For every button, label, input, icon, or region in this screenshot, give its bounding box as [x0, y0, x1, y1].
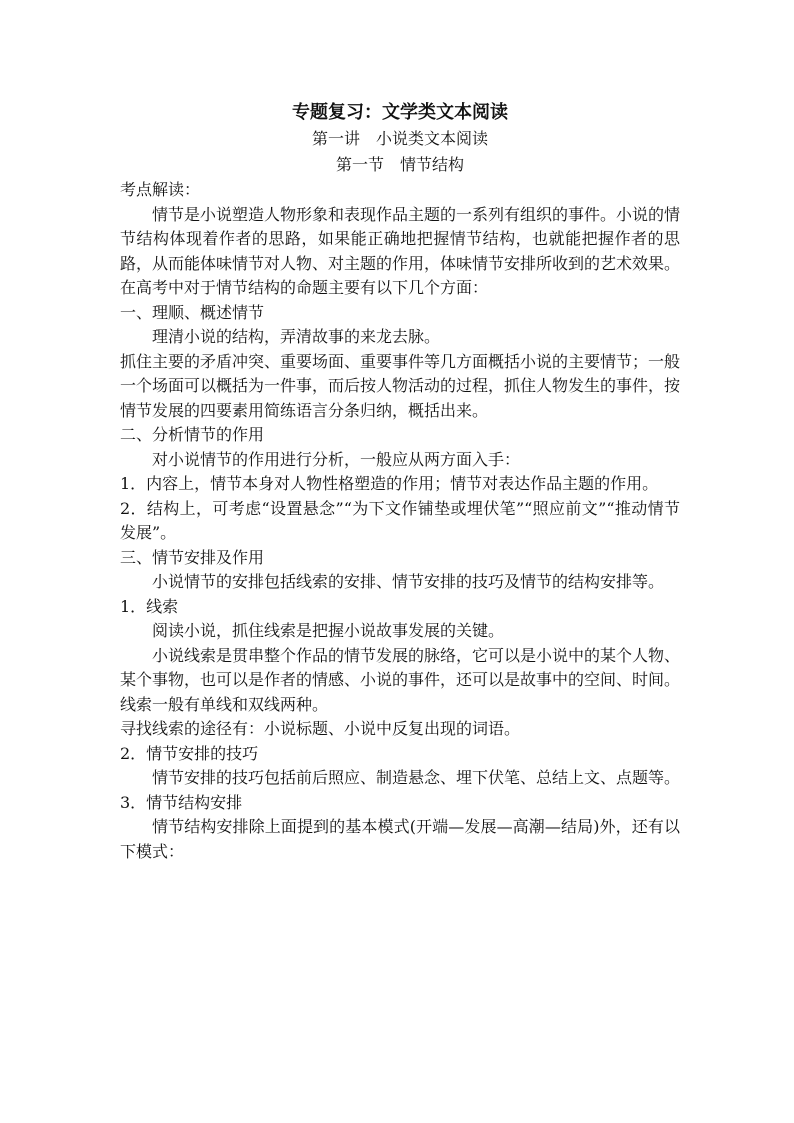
paragraph-techniques: 情节安排的技巧包括前后照应、制造悬念、埋下伏笔、总结上文、点题等。 — [152, 768, 681, 787]
heading-three: 三、情节安排及作用 — [120, 547, 265, 567]
exam-aspects-intro: 在高考中对于情节结构的命题主要有以下几个方面： — [120, 278, 489, 297]
plot-definition-paragraph: 情节是小说塑造人物形象和表现作品主题的一系列有组织的事件。小说的情节结构体现着作者的思路，如果能正确地把握情节结构，也就能把握作者的思路，从而能体味情节对人物、对主题的作用，体味情节安排所收到的艺术效果。 — [120, 204, 681, 273]
paragraph-summarize-method: 抓住主要的矛盾冲突、重要场面、重要事件等几方面概括小说的主要情节；一般一个场面可以概括为一件事，而后按人物活动的过程，抓住人物发生的事件，按情节发展的四要素用简练语言分条归纳，概括出来。 — [120, 351, 681, 420]
subheading-clue: 1．线索 — [120, 596, 179, 616]
exam-point-label: 考点解读： — [120, 180, 201, 199]
subheading-structure: 3．情节结构安排 — [120, 792, 243, 812]
document-body — [120, 100, 680, 864]
paragraph-clue-key: 阅读小说，抓住线索是把握小说故事发展的关键。 — [152, 621, 505, 640]
paragraph-clue-ways: 寻找线索的途径有：小说标题、小说中反复出现的词语。 — [120, 719, 521, 738]
paragraph-structure-modes: 情节结构安排除上面提到的基本模式(开端—发展—高潮—结局)外，还有以下模式： — [120, 817, 680, 861]
paragraph-structure: 理清小说的结构，弄清故事的来龙去脉。 — [152, 327, 441, 346]
list-item-structure: 2．结构上，可考虑“设置悬念”“为下文作铺垫或埋伏笔”“照应前文”“推动情节发展”。 — [120, 498, 680, 542]
lecture-heading: 第一讲 小说类文本阅读 — [311, 129, 488, 148]
subheading-techniques: 2．情节安排的技巧 — [120, 743, 259, 763]
document-title: 专题复习：文学类文本阅读 — [292, 102, 508, 123]
heading-two: 二、分析情节的作用 — [120, 425, 265, 444]
list-item-content: 1．内容上，情节本身对人物性格塑造的作用；情节对表达作品主题的作用。 — [120, 474, 659, 493]
paragraph-arrangement: 小说情节的安排包括线索的安排、情节安排的技巧及情节的结构安排等。 — [152, 572, 665, 591]
paragraph-clue-definition: 小说线索是贯串整个作品的情节发展的脉络，它可以是小说中的某个人物、某个事物，也可以是作者的情感、小说的事件，还可以是故事中的空间、时间。线索一般有单线和双线两种。 — [120, 645, 681, 714]
paragraph-analysis-intro: 对小说情节的作用进行分析，一般应从两方面入手： — [152, 449, 521, 469]
heading-one: 一、理顺、概述情节 — [120, 302, 265, 322]
section-heading: 第一节 情节结构 — [335, 155, 464, 174]
